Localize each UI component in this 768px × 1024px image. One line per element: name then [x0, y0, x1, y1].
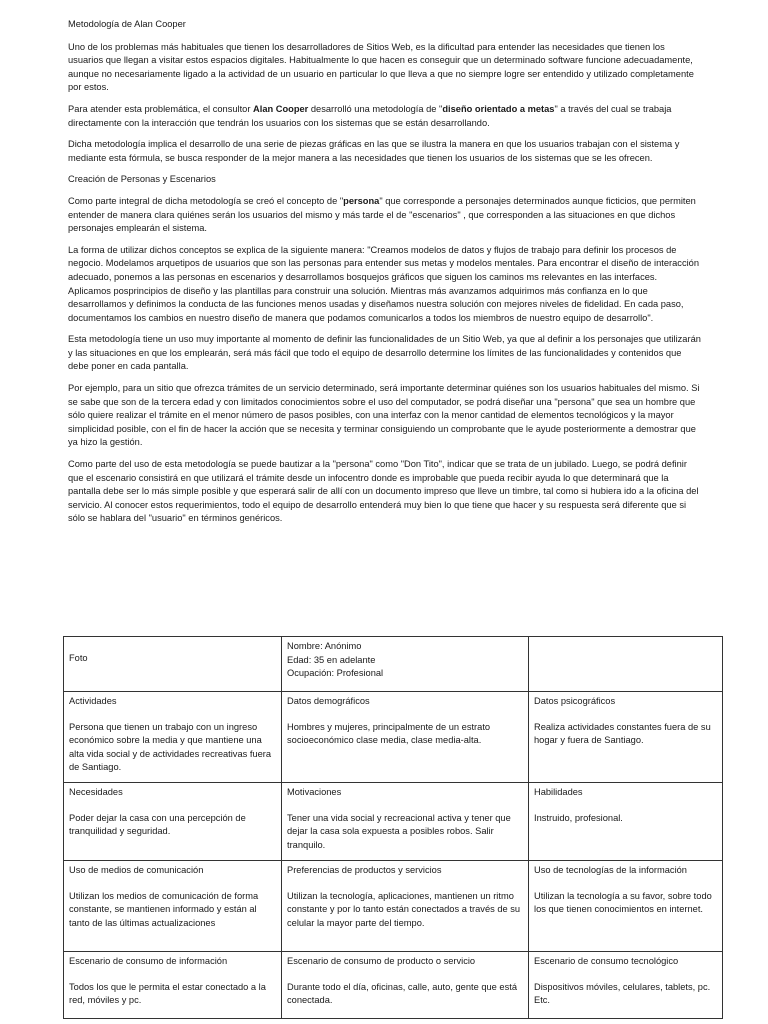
cell-text: Instruido, profesional.	[534, 812, 623, 823]
cell-heading: Necesidades	[69, 787, 123, 797]
table-cell	[282, 783, 529, 861]
empty-cell	[529, 637, 723, 692]
cell-heading: Actividades	[69, 696, 117, 706]
profile-cell	[282, 637, 529, 692]
cell-text: Durante todo el día, oficinas, calle, auto, gente que está conectada.	[287, 981, 517, 1006]
bold-text: persona	[343, 195, 380, 206]
cell-text: Tener una vida social y recreacional activa y tener que dejar la casa sola expuesta a posibles robos. Salir tranquilo.	[287, 812, 511, 850]
paragraph: Esta metodología tiene un uso muy importante al momento de definir las funcionalidades de un Sitio Web, ya que al definir a los personajes que utilizarán y las situaciones en que los emplearán, será más fácil que todo el equipo de desarrollo determine los límites de las funcionalidades y contenidos que debe poner en cada pantalla.	[68, 334, 701, 372]
paragraph: Para atender esta problemática, el consultor Alan Cooper desarrolló una metodología de "diseño orientado a metas" a través del cual se trabaja directamente con la interacción que tendrán los usuarios con los sistemas que se están desarrollando.	[68, 103, 672, 128]
bold-text: diseño orientado a metas	[442, 103, 555, 114]
persona-header-row	[64, 637, 723, 692]
table-cell	[64, 692, 282, 783]
cell-heading: Uso de tecnologías de la información	[534, 865, 687, 875]
profile-name: Nombre: Anónimo	[287, 641, 362, 651]
cell-heading: Escenario de consumo tecnológico	[534, 956, 679, 966]
cell-text: Utilizan los medios de comunicación de forma constante, se mantienen informado y están al tanto de las últimas actualizaciones	[69, 890, 259, 928]
cell-heading: Escenario de consumo de producto o servicio	[287, 956, 476, 966]
table-row	[64, 692, 723, 783]
document-body	[68, 18, 701, 534]
paragraph: Como parte del uso de esta metodología se puede bautizar a la "persona" como "Don Tito", indicar que se trata de un jubilado. Luego, se podrá definir que el escenario consistirá en que utilizará el trámite desde un infocentro donde es improbable que pueda recibir ayuda lo que determinará que la pantalla debe ser lo más simple posible y que esperará salir de allí con un documento impreso que lleve un timbre, tal como si hubiera ido a la oficina del servicio. Al conocer estos requerimientos, todo el equipo de desarrollo entenderá muy bien lo que tiene que hacer y su respuesta será diferente que si sólo se hablara del "usuario" en términos genéricos.	[68, 459, 699, 524]
paragraph: Como parte integral de dicha metodología se creó el concepto de "persona" que corresponde a personajes determinados aunque ficticios, que permiten entender de manera clara quiénes serán los usuarios del mismo y más tarde el de "escenarios" , que corresponden a las situaciones en que dichos personajes emplearán el sistema.	[68, 195, 696, 234]
bold-text: Alan Cooper	[253, 103, 309, 114]
table-row	[64, 861, 723, 952]
document-title: Metodología de Alan Cooper	[68, 19, 186, 29]
table-cell	[529, 952, 723, 1019]
photo-cell	[64, 637, 282, 692]
table-cell	[529, 783, 723, 861]
cell-text: Poder dejar la casa con una percepción de tranquilidad y seguridad.	[69, 812, 246, 837]
paragraph: Uno de los problemas más habituales que tienen los desarrolladores de Sitios Web, es la dificultad para entender las necesidades que tienen los usuarios que llegan a visitar estos espacios digitales. Habitualmente lo que hacen es conseguir que un determinado software funcione adecuadamente, aunque no necesariamente ligado a la actividad de un usuario en particular lo que lleva a que no siempre logre ser entendido y utilizado completamente por estos.	[68, 41, 694, 93]
cell-heading: Habilidades	[534, 787, 583, 797]
table-cell	[64, 861, 282, 952]
cell-text: Todos los que le permita el estar conectado a la red, móviles y pc.	[69, 981, 266, 1006]
cell-text: Realiza actividades constantes fuera de su hogar y fuera de Santiago.	[534, 721, 711, 746]
cell-text: Hombres y mujeres, principalmente de un estrato socioeconómico clase media, clase media-alta.	[287, 721, 491, 746]
cell-heading: Datos psicográficos	[534, 696, 616, 706]
table-cell	[64, 952, 282, 1019]
cell-heading: Escenario de consumo de información	[69, 956, 228, 966]
personas-section	[68, 195, 701, 526]
paragraph: Por ejemplo, para un sitio que ofrezca trámites de un servicio determinado, será importante determinar quiénes son los usuarios habituales del mismo. Si se sabe que son de la tercera edad y con limitados conocimientos sobre el uso del computador, se podrá diseñar una "persona" que sea un hombre que sólo quiere realizar el trámite en el menor número de pasos posibles, con una interfaz con la menor cantidad de elementos tecnológicos y la mayor simplicidad posible, con el fin de hacer la acción que se necesita y terminar consiguiendo un comprobante que le ayude posteriormente a demostrar que ya hizo la gestión.	[68, 383, 700, 448]
table-cell	[64, 783, 282, 861]
cell-heading: Datos demográficos	[287, 696, 370, 706]
cell-text: Utilizan la tecnología a su favor, sobre todo los que tienen conocimientos en internet.	[534, 890, 712, 915]
table-cell	[529, 861, 723, 952]
cell-text: Persona que tienen un trabajo con un ingreso económico sobre la media y que mantiene una alta vida social y de actividades recreativas fuera de Santiago.	[69, 721, 272, 773]
profile-occupation: Ocupación: Profesional	[287, 668, 384, 679]
table-cell	[282, 861, 529, 952]
table-row	[64, 952, 723, 1019]
table-cell	[282, 692, 529, 783]
cell-heading: Preferencias de productos y servicios	[287, 865, 442, 875]
intro-section	[68, 41, 701, 166]
cell-heading: Uso de medios de comunicación	[69, 865, 204, 875]
paragraph: Dicha metodología implica el desarrollo de una serie de piezas gráficas en las que se ilustra la manera en que los usuarios trabajan con el sistema y mediante esta fórmula, se busca responder de la mejor manera a las necesidades que tienen los usuarios de los sistemas que se les ofrecen.	[68, 139, 680, 163]
table-cell	[529, 692, 723, 783]
table-cell	[282, 952, 529, 1019]
persona-table	[63, 636, 723, 1019]
cell-heading: Motivaciones	[287, 787, 342, 797]
photo-label: Foto	[69, 653, 88, 663]
cell-text: Utilizan la tecnología, aplicaciones, mantienen un ritmo constante y por lo tanto están conectados a través de su celular la mayor parte del tiempo.	[287, 890, 521, 928]
section-subtitle: Creación de Personas y Escenarios	[68, 174, 216, 185]
paragraph: La forma de utilizar dichos conceptos se explica de la siguiente manera: "Creamos modelos de datos y flujos de trabajo para definir los procesos de negocio. Modelamos arquetipos de usuarios que son las personas para entender sus metas y modelos mentales. Para encontrar el diseño de interacción adecuado, ponemos a las personas en escenarios y desarrollamos bosquejos gráficos que siguen los caminos ms relevantes en las interfaces. Aplicamos posprincipios de diseño y las plantillas para construir una solución. Mientras más avanzamos adquirimos más confianza en lo que desarrollamos y definimos la conducta de las funciones menos usadas y diseñamos nuestra solución con mejores niveles de fidelidad. En cada paso, documentamos los cambios en nuestro diseño de manera que podamos comunicarlos a todos los miembros de nuestro equipo de desarrollo".	[68, 244, 700, 323]
cell-text: Dispositivos móviles, celulares, tablets, pc. Etc.	[534, 981, 711, 1006]
profile-age: Edad: 35 en adelante	[287, 654, 376, 665]
table-row	[64, 783, 723, 861]
